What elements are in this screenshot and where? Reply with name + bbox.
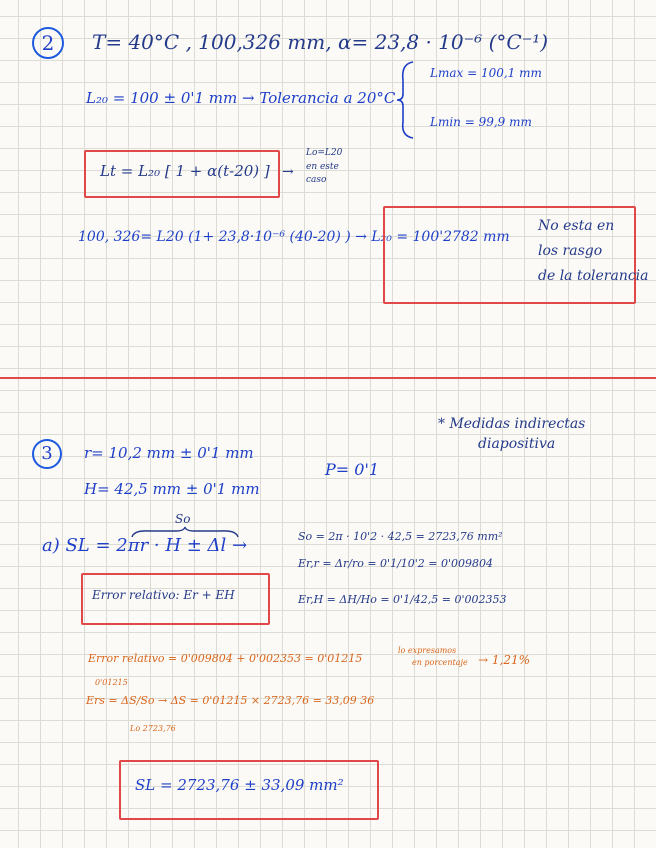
ers-line: Ers = ΔS/So → ΔS = 0'01215 × 2723,76 = 33,09 36 [86, 694, 375, 707]
tolerance-brace [395, 60, 415, 140]
so-brace-label: So [175, 512, 191, 526]
result-note-1: No esta en [538, 218, 615, 234]
p-value: P= 0'1 [325, 460, 380, 479]
radius-line: r= 10,2 mm ± 0'1 mm [84, 444, 254, 462]
formula-note-2: en este [306, 162, 339, 172]
section-divider [0, 377, 656, 379]
relative-error-h: Er,H = ΔH/Ho = 0'1/42,5 = 0'002353 [298, 593, 507, 606]
relative-error-r: Er,r = Δr/ro = 0'1/10'2 = 0'009804 [298, 557, 494, 570]
thermal-expansion-formula: Lt = L₂₀ [ 1 + α(t-20) ] [100, 162, 270, 180]
side-note-1: * Medidas indirectas [438, 416, 586, 432]
problem-3-number-circle: 3 [32, 439, 62, 469]
result-note-2: los rasgo [538, 243, 603, 259]
total-relative-error: Error relativo = 0'009804 + 0'002353 = 0'01215 [88, 652, 363, 665]
formula-note-1: Lo=L20 [306, 148, 343, 158]
percent-note-2: en porcentaje [412, 658, 468, 667]
calc-line: 100, 326= L20 (1+ 23,8·10⁻⁶ (40-20) ) → L₂₀ = 100'2782 mm [78, 229, 510, 245]
percent-note-1: lo expresamos [398, 646, 457, 655]
problem-2-header: T= 40°C , 100,326 mm, α= 23,8 · 10⁻⁶ (°C⁻¹) [92, 30, 549, 54]
ers-top-note: 0'01215 [95, 678, 128, 687]
formula-arrow: → [282, 164, 294, 180]
side-note-2: diapositiva [478, 436, 556, 452]
problem-2-number-circle: 2 [32, 27, 64, 59]
part-a-formula: a) SL = 2πr · H ± Δl → [42, 535, 248, 556]
formula-note-3: caso [306, 175, 327, 185]
final-result: SL = 2723,76 ± 33,09 mm² [135, 776, 344, 794]
lmax-value: Lmax = 100,1 mm [430, 66, 542, 80]
lmin-value: Lmin = 99,9 mm [430, 115, 532, 129]
result-note-3: de la tolerancia [538, 268, 649, 284]
ers-bottom-note: Lo 2723,76 [130, 724, 176, 733]
height-line: H= 42,5 mm ± 0'1 mm [84, 480, 260, 498]
relative-error-percent: → 1,21% [478, 653, 530, 667]
relative-error-label: Error relativo: Er + EH [92, 588, 235, 602]
so-calculation: So = 2π · 10'2 · 42,5 = 2723,76 mm² [298, 530, 503, 543]
tolerance-line: L₂₀ = 100 ± 0'1 mm → Tolerancia a 20°C [86, 89, 396, 107]
